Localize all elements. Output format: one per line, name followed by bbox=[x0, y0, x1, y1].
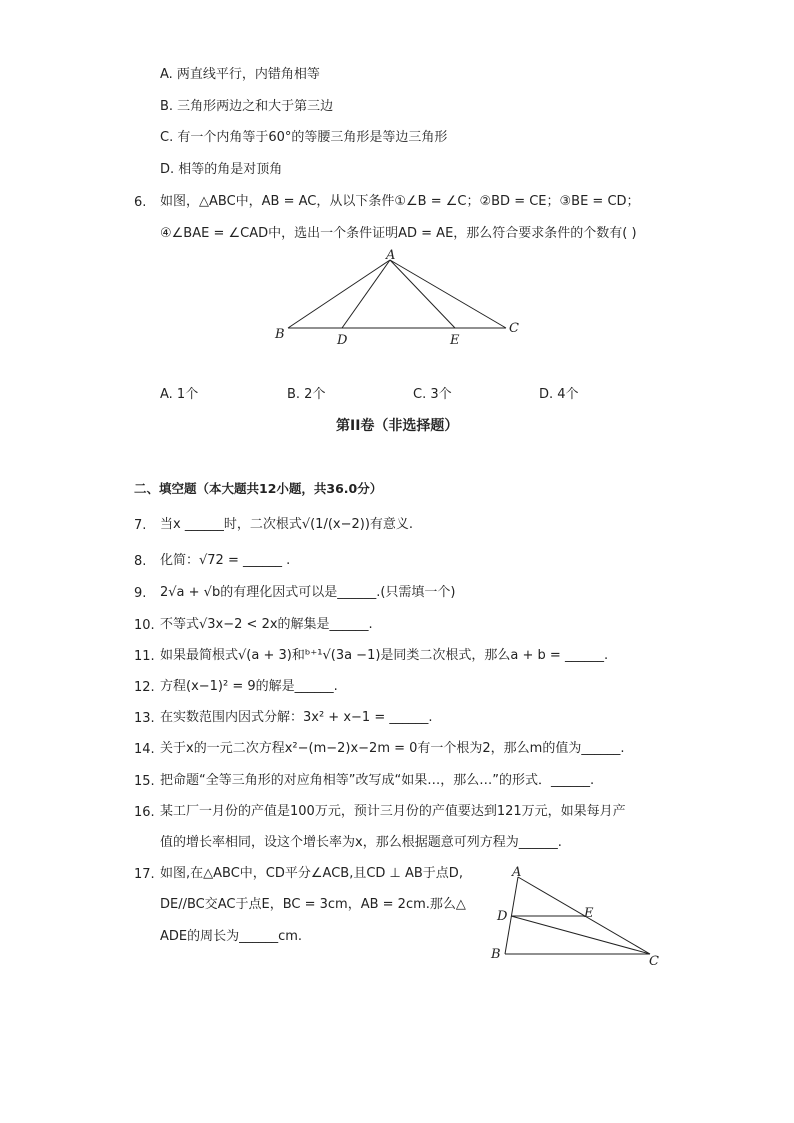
q6-label-b: B bbox=[275, 327, 285, 342]
q17-label-b: B bbox=[491, 947, 501, 962]
q17-number: 17. bbox=[134, 867, 155, 882]
section2-title: 二、填空题（本大题共12小题，共36.0分） bbox=[134, 481, 383, 496]
q9-text: 2√a + √b的有理化因式可以是______.(只需填一个) bbox=[160, 585, 456, 600]
q6-line1: 如图，△ABC中，AB = AC，从以下条件①∠B = ∠C；②BD = CE；③BE = CD； bbox=[160, 194, 640, 209]
q16-text-line2: 值的增长率相同，设这个增长率为x，那么根据题意可列方程为______. bbox=[160, 835, 562, 850]
q17-text-line3: ADE的周长为______cm. bbox=[160, 929, 303, 944]
q14-text: 关于x的一元二次方程x²−(m−2)x−2m = 0有一个根为2，那么m的值为______. bbox=[160, 741, 625, 756]
q13-text: 在实数范围内因式分解：3x² + x−1 = ______. bbox=[160, 710, 433, 725]
q12-number: 12. bbox=[134, 680, 155, 695]
q9-number: 9. bbox=[134, 586, 147, 601]
q6-label-e: E bbox=[450, 333, 460, 348]
q17-text-line1: 如图,在△ABC中，CD平分∠ACB,且CD ⊥ AB于点D, bbox=[160, 866, 463, 881]
q15-number: 15. bbox=[134, 774, 155, 789]
q6-label-d: D bbox=[337, 333, 348, 348]
q10-text: 不等式√3x−2 < 2x的解集是______. bbox=[160, 617, 373, 632]
q5-option-b: B. 三角形两边之和大于第三边 bbox=[160, 99, 334, 114]
q7-text: 当x ______时，二次根式√(1/(x−2))有意义. bbox=[160, 517, 414, 532]
q12-text: 方程(x−1)² = 9的解是______. bbox=[160, 679, 338, 694]
q6-option-c: C. 3个 bbox=[413, 387, 452, 402]
q16-number: 16. bbox=[134, 805, 155, 820]
q6-label-a: A bbox=[386, 248, 396, 263]
q11-number: 11. bbox=[134, 649, 155, 664]
q5-option-a: A. 两直线平行，内错角相等 bbox=[160, 67, 320, 82]
q5-option-d: D. 相等的角是对顶角 bbox=[160, 162, 283, 177]
q17-text-line2: DE//BC交AC于点E，BC = 3cm，AB = 2cm.那么△ bbox=[160, 897, 466, 912]
q17-label-c: C bbox=[649, 954, 659, 969]
q6-line2: ④∠BAE = ∠CAD中，选出一个条件证明AD = AE，那么符合要求条件的个数有( ) bbox=[160, 226, 637, 241]
q5-option-c: C. 有一个内角等于60°的等腰三角形是等边三角形 bbox=[160, 130, 448, 145]
q17-label-d: D bbox=[497, 909, 508, 924]
q6-number: 6. bbox=[134, 195, 147, 210]
q17-triangle-figure bbox=[488, 862, 668, 972]
part2-title: 第II卷（非选择题） bbox=[336, 418, 459, 434]
q16-text-line1: 某工厂一月份的产值是100万元，预计三月份的产值要达到121万元，如果每月产 bbox=[160, 804, 626, 819]
q6-option-d: D. 4个 bbox=[539, 387, 579, 402]
q10-number: 10. bbox=[134, 618, 155, 633]
q6-label-c: C bbox=[509, 321, 519, 336]
q11-text: 如果最简根式√(a + 3)和ᵇ⁺¹√(3a −1)是同类二次根式，那么a + b = ______. bbox=[160, 648, 609, 663]
q8-number: 8. bbox=[134, 554, 147, 569]
q15-text: 把命题“全等三角形的对应角相等”改写成“如果…，那么…”的形式．______. bbox=[160, 773, 595, 788]
q7-number: 7. bbox=[134, 518, 147, 533]
q6-triangle-figure bbox=[270, 248, 530, 348]
q14-number: 14. bbox=[134, 742, 155, 757]
q6-option-b: B. 2个 bbox=[287, 387, 326, 402]
q13-number: 13. bbox=[134, 711, 155, 726]
q17-label-e: E bbox=[584, 906, 594, 921]
q17-label-a: A bbox=[512, 865, 522, 880]
q8-text: 化简：√72 = ______ . bbox=[160, 553, 291, 568]
q6-option-a: A. 1个 bbox=[160, 387, 199, 402]
